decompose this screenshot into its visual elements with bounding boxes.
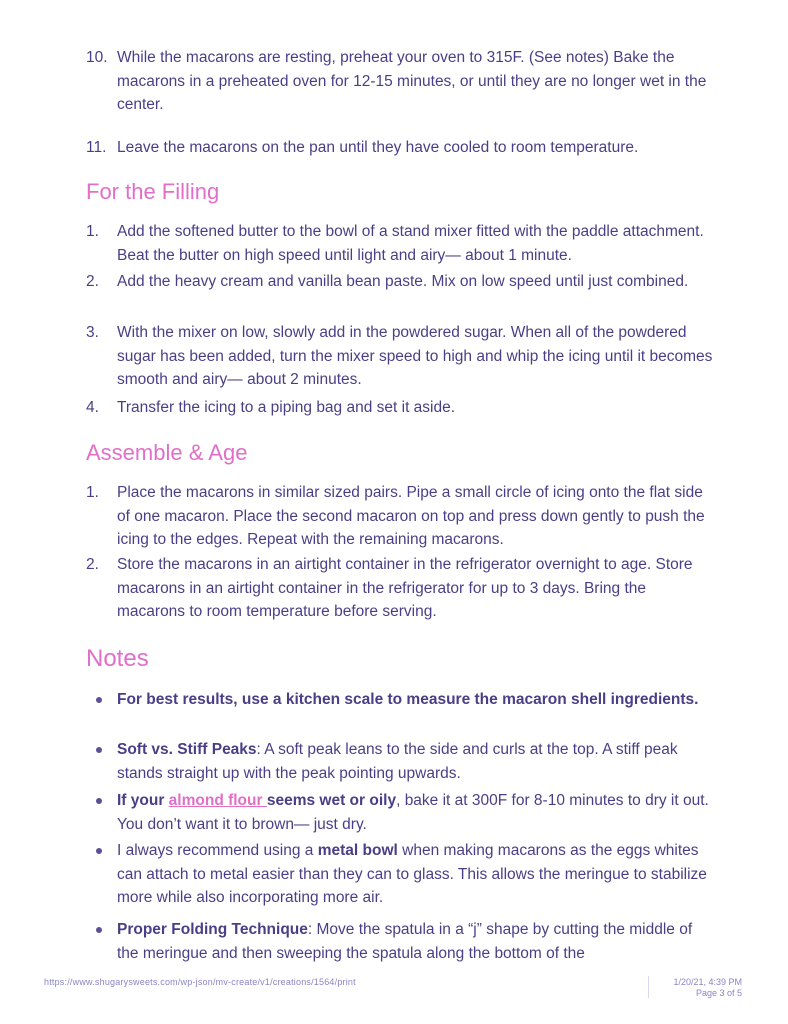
note-plain: , bake it at 300F for 8-10 minutes to dry it out. You don’t want it to brown— just dry. xyxy=(117,792,709,833)
note-bold: For best results, use a kitchen scale to measure the macaron shell ingredients. xyxy=(117,691,699,708)
bullet-icon xyxy=(96,848,102,854)
bullet-icon xyxy=(96,927,102,933)
note-bold: metal bowl xyxy=(317,842,398,859)
step-text: Place the macarons in similar sized pairs. Pipe a small circle of icing onto the flat side of one macaron. Place the second macaron on top and press down gently to push the icing to the edges. Repeat with the remaining macarons. xyxy=(117,484,705,548)
note-text xyxy=(117,839,717,910)
footer-divider xyxy=(648,976,649,998)
step-number: 3. xyxy=(86,324,99,341)
step-number: 1. xyxy=(86,484,99,501)
footer-datetime: 1/20/21, 4:39 PM xyxy=(673,977,742,987)
almond-flour-link[interactable]: almond flour xyxy=(168,792,267,809)
bullet-icon xyxy=(96,697,102,703)
step-text: Add the softened butter to the bowl of a stand mixer fitted with the paddle attachment. Beat the butter on high speed until light and airy— about 1 minute. xyxy=(117,223,704,264)
notes-heading: Notes xyxy=(86,645,149,672)
note-text xyxy=(117,918,717,965)
note-bold: Soft vs. Stiff Peaks xyxy=(117,741,257,758)
note-bold: Proper Folding Technique xyxy=(117,921,308,938)
bullet-icon xyxy=(96,747,102,753)
filling-heading: For the Filling xyxy=(86,179,220,204)
step-text: Store the macarons in an airtight container in the refrigerator overnight to age. Store macarons in an airtight container in the refrigerator for up to 3 days. Bring the macarons to room temperature before serving. xyxy=(117,556,693,620)
step-number: 1. xyxy=(86,223,99,240)
step-number: 10. xyxy=(86,49,108,66)
note-plain: : A soft peak leans to the side and curls at the top. A stiff peak stands straight up with the peak pointing upwards. xyxy=(117,741,678,782)
step-number: 2. xyxy=(86,273,99,290)
step-text: Leave the macarons on the pan until they have cooled to room temperature. xyxy=(117,139,639,156)
footer-page-number: Page 3 of 5 xyxy=(695,988,742,998)
note-plain: : Move the spatula in a “j” shape by cutting the middle of the meringue and then sweeping the spatula along the bottom of the xyxy=(117,921,693,962)
step-number: 4. xyxy=(86,399,99,416)
footer-info xyxy=(673,977,742,999)
assemble-heading: Assemble & Age xyxy=(86,440,248,465)
note-text xyxy=(117,688,717,712)
note-text xyxy=(117,738,717,785)
step-number: 11. xyxy=(86,139,107,156)
step-number: 2. xyxy=(86,556,99,573)
step-text: With the mixer on low, slowly add in the powdered sugar. When all of the powdered sugar has been added, turn the mixer speed to high and whip the icing until it becomes smooth and airy— about 2 minutes. xyxy=(117,324,713,388)
bullet-icon xyxy=(96,798,102,804)
note-bold: seems wet or oily xyxy=(266,792,397,809)
note-plain: when making macarons as the eggs whites can attach to metal easier than they can to glass. This allows the meringue to stabilize more while also incorporating more air. xyxy=(117,842,707,906)
step-text: Transfer the icing to a piping bag and set it aside. xyxy=(117,399,456,416)
footer-url: https://www.shugarysweets.com/wp-json/mv-create/v1/creations/1564/print xyxy=(44,977,356,987)
note-plain: I always recommend using a xyxy=(117,842,318,859)
note-bold: If your xyxy=(117,792,169,809)
step-text: Add the heavy cream and vanilla bean paste. Mix on low speed until just combined. xyxy=(117,273,689,290)
note-text xyxy=(117,789,717,836)
step-text: While the macarons are resting, preheat your oven to 315F. (See notes) Bake the macarons in a preheated oven for 12-15 minutes, or until they are no longer wet in the center. xyxy=(117,49,707,113)
